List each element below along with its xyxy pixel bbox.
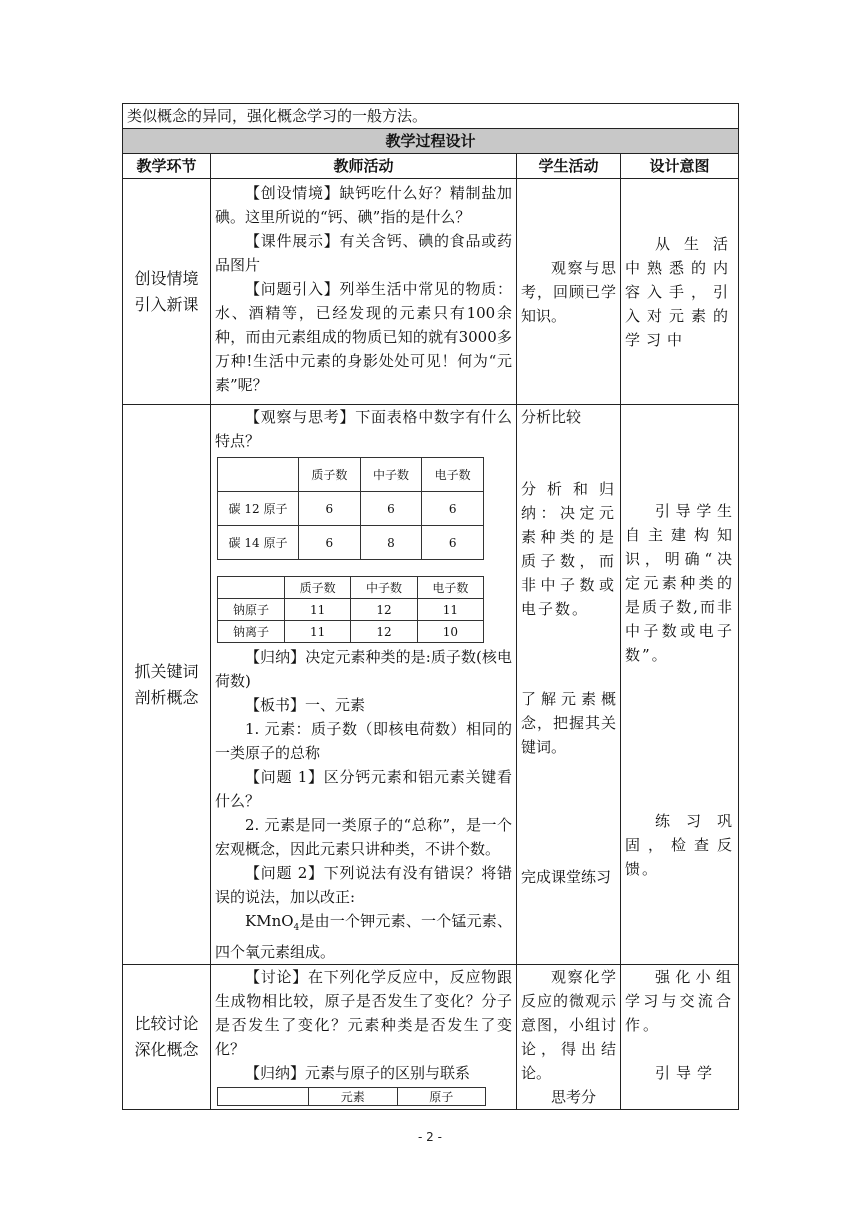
table-cell: 11 xyxy=(285,599,351,621)
table-cell: 6 xyxy=(360,492,422,526)
intent-text: 引导学 xyxy=(655,1064,719,1082)
section-title-row xyxy=(123,129,739,154)
table-header: 中子数 xyxy=(360,458,422,492)
table-row xyxy=(218,492,484,526)
section-title: 教学过程设计 xyxy=(123,129,739,154)
table-header xyxy=(218,1088,309,1106)
table-cell: 8 xyxy=(360,526,422,560)
student-cell xyxy=(517,965,621,1110)
stage-line: 抓关键词 xyxy=(134,661,199,681)
table-header: 电子数 xyxy=(417,577,483,599)
intent-text: 强化小组学习与交流合作。 xyxy=(625,968,735,1034)
table-header: 质子数 xyxy=(285,577,351,599)
intent-cell xyxy=(621,405,739,965)
formula-text: KMnO xyxy=(245,912,294,930)
teacher-paragraph: 【讨论】在下列化学反应中，反应物跟生成物相比较，原子是否发生了变化？分子是否发生了变化？元素种类是否发生了变化？ xyxy=(215,968,512,1058)
statement-text: 是由一个钾元素、一个锰元素、四个氧元素组成。 xyxy=(215,912,512,961)
table-row xyxy=(123,405,739,965)
table-row xyxy=(218,526,484,560)
intent-text: 从生活中熟悉的内容入手，引入对元素的学习中 xyxy=(625,234,735,349)
stage-line: 深化概念 xyxy=(134,1040,199,1059)
teacher-cell xyxy=(211,179,517,405)
teacher-cell xyxy=(211,965,517,1110)
teacher-paragraph: 【归纳】决定元素种类的是:质子数(核电荷数) xyxy=(215,648,512,690)
student-text: 观察与思考，回顾已学知识。 xyxy=(521,258,616,325)
element-atom-table xyxy=(217,1087,486,1106)
stage-cell xyxy=(123,179,211,405)
intent-cell xyxy=(621,179,739,405)
table-cell: 钠原子 xyxy=(218,599,285,621)
table-cell: 钠离子 xyxy=(218,621,285,643)
table-row xyxy=(123,965,739,1110)
student-cell xyxy=(517,405,621,965)
header-row xyxy=(123,154,739,179)
teacher-paragraph: 2. 元素是同一类原子的“总称”，是一个宏观概念，因此元素只讲种类，不讲个数。 xyxy=(215,816,512,858)
carbon-table xyxy=(217,457,484,560)
continuation-text: 类似概念的异同，强化概念学习的一般方法。 xyxy=(123,104,739,129)
formula-subscript: 4 xyxy=(293,923,300,933)
table-cell: 6 xyxy=(299,492,361,526)
stage-line: 创设情境 xyxy=(134,268,199,288)
lesson-plan-table xyxy=(122,103,739,1110)
teacher-paragraph: 1. 元素：质子数（即核电荷数）相同的一类原子的总称 xyxy=(215,720,512,762)
student-text: 了解元素概念，把握其关键词。 xyxy=(521,690,616,756)
teacher-paragraph: 【板书】一、元素 xyxy=(245,696,366,714)
page-number: - 2 - xyxy=(418,1130,442,1144)
table-cell: 11 xyxy=(417,599,483,621)
table-header: 中子数 xyxy=(351,577,417,599)
table-header: 电子数 xyxy=(422,458,484,492)
intent-text: 练习巩固，检查反馈。 xyxy=(625,812,735,878)
table-header xyxy=(218,458,299,492)
student-cell xyxy=(517,179,621,405)
table-cell: 12 xyxy=(351,599,417,621)
header-student: 学生活动 xyxy=(517,154,621,179)
table-row xyxy=(218,599,484,621)
student-text: 分析比较 xyxy=(521,408,582,426)
table-header: 原子 xyxy=(397,1088,486,1106)
student-text: 分析和归纳：决定元素种类的是质子数，而非中子数或电子数。 xyxy=(521,480,616,618)
header-intent: 设计意图 xyxy=(621,154,739,179)
table-header: 质子数 xyxy=(299,458,361,492)
intent-cell xyxy=(621,965,739,1110)
table-header xyxy=(218,577,285,599)
stage-line: 比较讨论 xyxy=(134,1014,199,1033)
table-cell: 11 xyxy=(285,621,351,643)
teacher-paragraph: 【问题 2】下列说法有没有错误？将错误的说法，加以改正: xyxy=(215,864,512,906)
kmno4-statement xyxy=(215,909,512,964)
stage-line: 引入新课 xyxy=(134,294,199,314)
teacher-paragraph: 【问题 1】区分钙元素和铝元素关键看什么？ xyxy=(215,768,512,810)
header-stage: 教学环节 xyxy=(123,154,211,179)
teacher-paragraph: 【课件展示】有关含钙、碘的食品或药品图片 xyxy=(215,232,512,274)
student-text: 观察化学反应的微观示意图，小组讨论，得出结论。 xyxy=(521,968,616,1082)
table-header: 元素 xyxy=(309,1088,398,1106)
sodium-table xyxy=(217,576,484,643)
table-row xyxy=(123,179,739,405)
stage-line: 剖析概念 xyxy=(134,687,199,707)
table-row xyxy=(218,621,484,643)
stage-cell xyxy=(123,965,211,1110)
teacher-paragraph: 【创设情境】缺钙吃什么好？精制盐加碘。这里所说的“钙、碘”指的是什么？ xyxy=(215,184,512,226)
teacher-paragraph: 【观察与思考】下面表格中数字有什么特点？ xyxy=(215,408,512,450)
intent-text: 引导学生自主建构知识，明确“决定元素种类的是质子数,而非中子数或电子数”。 xyxy=(625,502,735,664)
table-cell: 碳 12 原子 xyxy=(218,492,299,526)
table-cell: 6 xyxy=(422,526,484,560)
student-text: 思考分 xyxy=(551,1088,597,1106)
table-cell: 6 xyxy=(422,492,484,526)
table-cell: 6 xyxy=(299,526,361,560)
teacher-paragraph: 【归纳】元素与原子的区别与联系 xyxy=(245,1064,471,1082)
header-teacher: 教师活动 xyxy=(211,154,517,179)
teacher-paragraph: 【问题引入】列举生活中常见的物质：水、酒精等，已经发现的元素只有100余种，而由元素组成的物质已知的就有3000多万种!生活中元素的身影处处可见！何为“元素”呢？ xyxy=(215,280,512,394)
continuation-row xyxy=(123,104,739,129)
table-cell: 12 xyxy=(351,621,417,643)
stage-cell xyxy=(123,405,211,965)
table-cell: 10 xyxy=(417,621,483,643)
teacher-cell xyxy=(211,405,517,965)
table-cell: 碳 14 原子 xyxy=(218,526,299,560)
student-text: 完成课堂练习 xyxy=(521,868,612,886)
